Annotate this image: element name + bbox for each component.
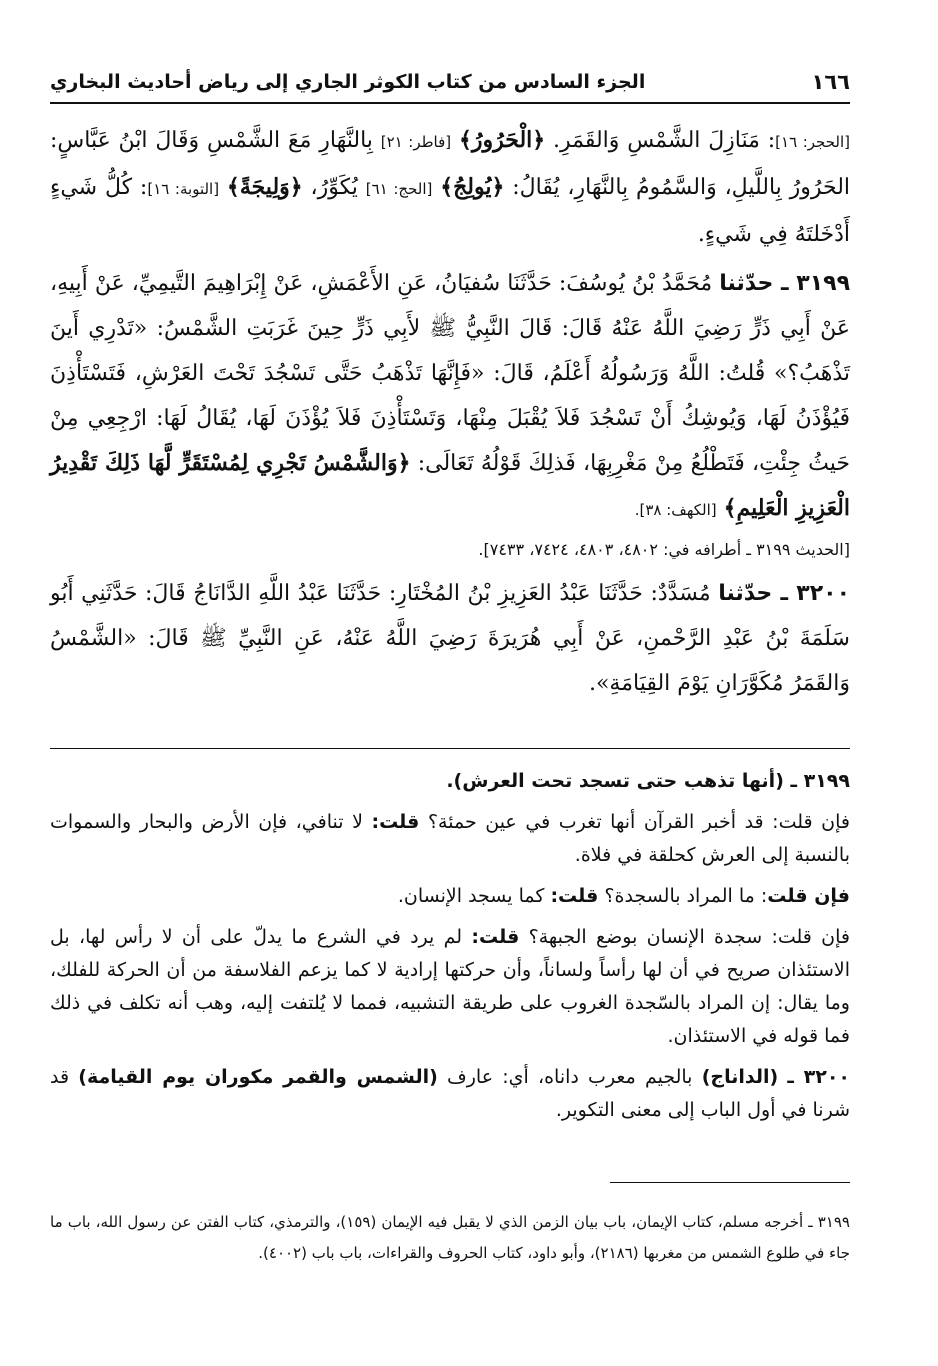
qult-label: قلت:: [550, 885, 599, 907]
commentary-3200-number: ٣٢٠٠ ـ: [787, 1066, 851, 1088]
qult-label: قلت:: [471, 926, 520, 948]
commentary-question-2: : ما المراد بالسجدة؟: [604, 885, 768, 907]
hadith-3200: [50, 571, 850, 706]
fa-in-qult-label: فإن قلت: [767, 885, 850, 907]
footnote-3199: ٣١٩٩ ـ أخرجه مسلم، كتاب الإيمان، باب بيان الزمن الذي لا يقبل فيه الإيمان (١٥٩)، والترمذي، كتاب الفتن عن رسول الله، باب ما جاء في طلوع الشمس من مغربها (٢١٨٦)، وأبو داود، كتاب الحروف والقراءات، باب باب (٤٠٠٢).: [50, 1213, 850, 1262]
term-daanaaj: (الداناج): [701, 1066, 779, 1088]
section-divider: [50, 748, 850, 749]
header-title: الجزء السادس من كتاب الكوثر الجاري إلى رياض أحاديث البخاري: [50, 71, 646, 93]
intro-text-2: بِالنَّهَارِ مَعَ الشَّمْسِ وَقَالَ ابْنُ عَبَّاسٍ: الحَرُورُ بِاللَّيلِ، وَالسَّمُومُ بِالنَّهَارِ، يُقَالُ:: [50, 128, 851, 200]
commentary-question-1: فإن قلت: قد أخبر القرآن أنها تغرب في عين حمئة؟: [427, 811, 850, 833]
commentary-section: [50, 765, 850, 1127]
commentary-para-3: [50, 921, 850, 1053]
commentary-para-2: [50, 880, 850, 913]
qult-label: قلت:: [371, 811, 420, 833]
page-number: ١٦٦: [811, 70, 850, 94]
intro-paragraph: [50, 118, 850, 257]
hadith-3199-text: مُحَمَّدُ بْنُ يُوسُفَ: حَدَّثَنَا سُفيَانُ، عَنِ الأَعْمَشِ، عَنْ إِبْرَاهِيمَ التَّيمِيِّ، عَنْ أَبِيهِ، عَنْ أَبِي ذَرٍّ رَضِيَ اللَّهُ عَنْهُ قَالَ: قَالَ النَّبِيُّ ﷺ لأَبِي ذَرٍّ حِينَ غَرَبَتِ الشَّمْسُ: «تَدْرِي أَينَ تَذْهَبُ؟» قُلتُ: اللَّهُ وَرَسُولُهُ أَعْلَمُ، قَالَ: «فَإِنَّهَا تَذْهَبُ حَتَّى تَسْجُدَ تَحْتَ العَرْشِ، فَتَسْتَأْذِنَ فَيُؤْذَنُ لَهَا، وَيُوشِكُ أَنْ تَسْجُدَ فَلاَ يُقْبَلَ مِنْهَا، وَتَسْتَأْذِنَ فَلاَ يُؤْذَنَ لَهَا، يُقَالُ لَهَا: ارْجِعِي مِنْ حَيثُ جِئْتِ، فَتَطْلُعُ مِنْ مَغْرِبِهَا، فَذلِكَ قَوْلُهُ تَعَالَى:: [50, 271, 850, 476]
ref-hijr: [الحجر: ١٦]: [775, 133, 851, 151]
commentary-answer-3: لم يرد في الشرع ما يدلّ على أن لا رأس لها، بل الاستئذان صريح في أن لها رأساً ولساناً، وأن حركتها إرادية لا كما يزعم الفلاسفة من أن الحركة للفلك، وما يقال: إن المراد بالسّجدة الغروب على طريقة التشبيه، فمما لا يُلتفت إليه، وهب أنه تكلف في ذلك فما قوله في الاستئذان.: [50, 926, 850, 1047]
intro-text-4: : كُلُّ شَيءٍ أَدْخَلتَهُ فِي شَيءٍ.: [50, 175, 850, 247]
hadith-3200-text: مُسَدَّدٌ: حَدَّثَنَا عَبْدُ العَزِيزِ بْنُ المُخْتَارِ: حَدَّثَنَا عَبْدُ اللَّهِ الدَّانَاجُ قَالَ: حَدَّثَنِي أَبُو سَلَمَةَ بْنُ عَبْدِ الرَّحْمنِ، عَنْ أَبِي هُرَيرَةَ رَضِيَ اللَّهُ عَنْهُ، عَنِ النَّبِيِّ ﷺ قَالَ: «الشَّمْسُ وَالقَمَرُ مُكَوَّرَانِ يَوْمَ القِيَامَةِ».: [50, 581, 850, 696]
ref-hajj: [الحج: ٦١]: [365, 180, 433, 198]
ref-fatir: [فاطر: ٢١]: [380, 133, 452, 151]
hadith-3199-quran: ﴿وَالشَّمْسُ تَجْرِي لِمُسْتَقَرٍّ لَّهَا ذَلِكَ تَقْدِيرُ الْعَزِيزِ الْعَلِيمِ﴾: [50, 450, 850, 521]
hadith-3199-atraf: [الحديث ٣١٩٩ ـ أطرافه في: ٤٨٠٢، ٤٨٠٣، ٧٤٢٤، ٧٤٣٣].: [478, 540, 850, 559]
commentary-para-1: [50, 806, 850, 872]
commentary-answer-2: كما يسجد الإنسان.: [397, 885, 545, 907]
ref-kahf: [الكهف: ٣٨].: [634, 501, 717, 519]
footnote-rule: [610, 1182, 850, 1183]
commentary-question-3: فإن قلت: سجدة الإنسان بوضع الجبهة؟: [528, 926, 851, 948]
quran-haroor: ﴿الْحَرُورُ﴾: [458, 127, 546, 153]
quran-yuliju: ﴿يُولِجُ﴾: [440, 174, 505, 200]
commentary-3200-text-1: بالجيم معرب داناه، أي: عارف: [447, 1066, 693, 1088]
hadith-section: [50, 118, 850, 706]
commentary-answer-1: لا تنافي، فإن الأرض والبحار والسموات بالنسبة إلى العرش كحلقة في فلاة.: [50, 811, 850, 866]
ref-tawbah: [التوبة: ١٦]: [147, 180, 220, 198]
commentary-3200-quote: (الشمس والقمر مكوران يوم القيامة): [78, 1066, 438, 1088]
commentary-3199-heading: ٣١٩٩ ـ (أنها تذهب حتى تسجد تحت العرش).: [446, 770, 850, 792]
hadith-3199: [50, 261, 850, 533]
hadith-3199-number: ٣١٩٩ ـ حدّثنا: [719, 271, 851, 296]
intro-text-3: يُكَوِّرُ،: [310, 175, 358, 200]
intro-text-1: : مَنَازِلَ الشَّمْسِ وَالقَمَرِ.: [552, 128, 776, 153]
running-header: [50, 62, 850, 104]
commentary-3200-text-2: قد شرنا في أول الباب إلى معنى التكوير.: [50, 1066, 850, 1121]
quran-walijatan: ﴿وَلِيجَةً﴾: [226, 174, 303, 200]
hadith-3200-number: ٣٢٠٠ ـ حدّثنا: [718, 581, 850, 606]
commentary-para-3200: [50, 1061, 850, 1127]
